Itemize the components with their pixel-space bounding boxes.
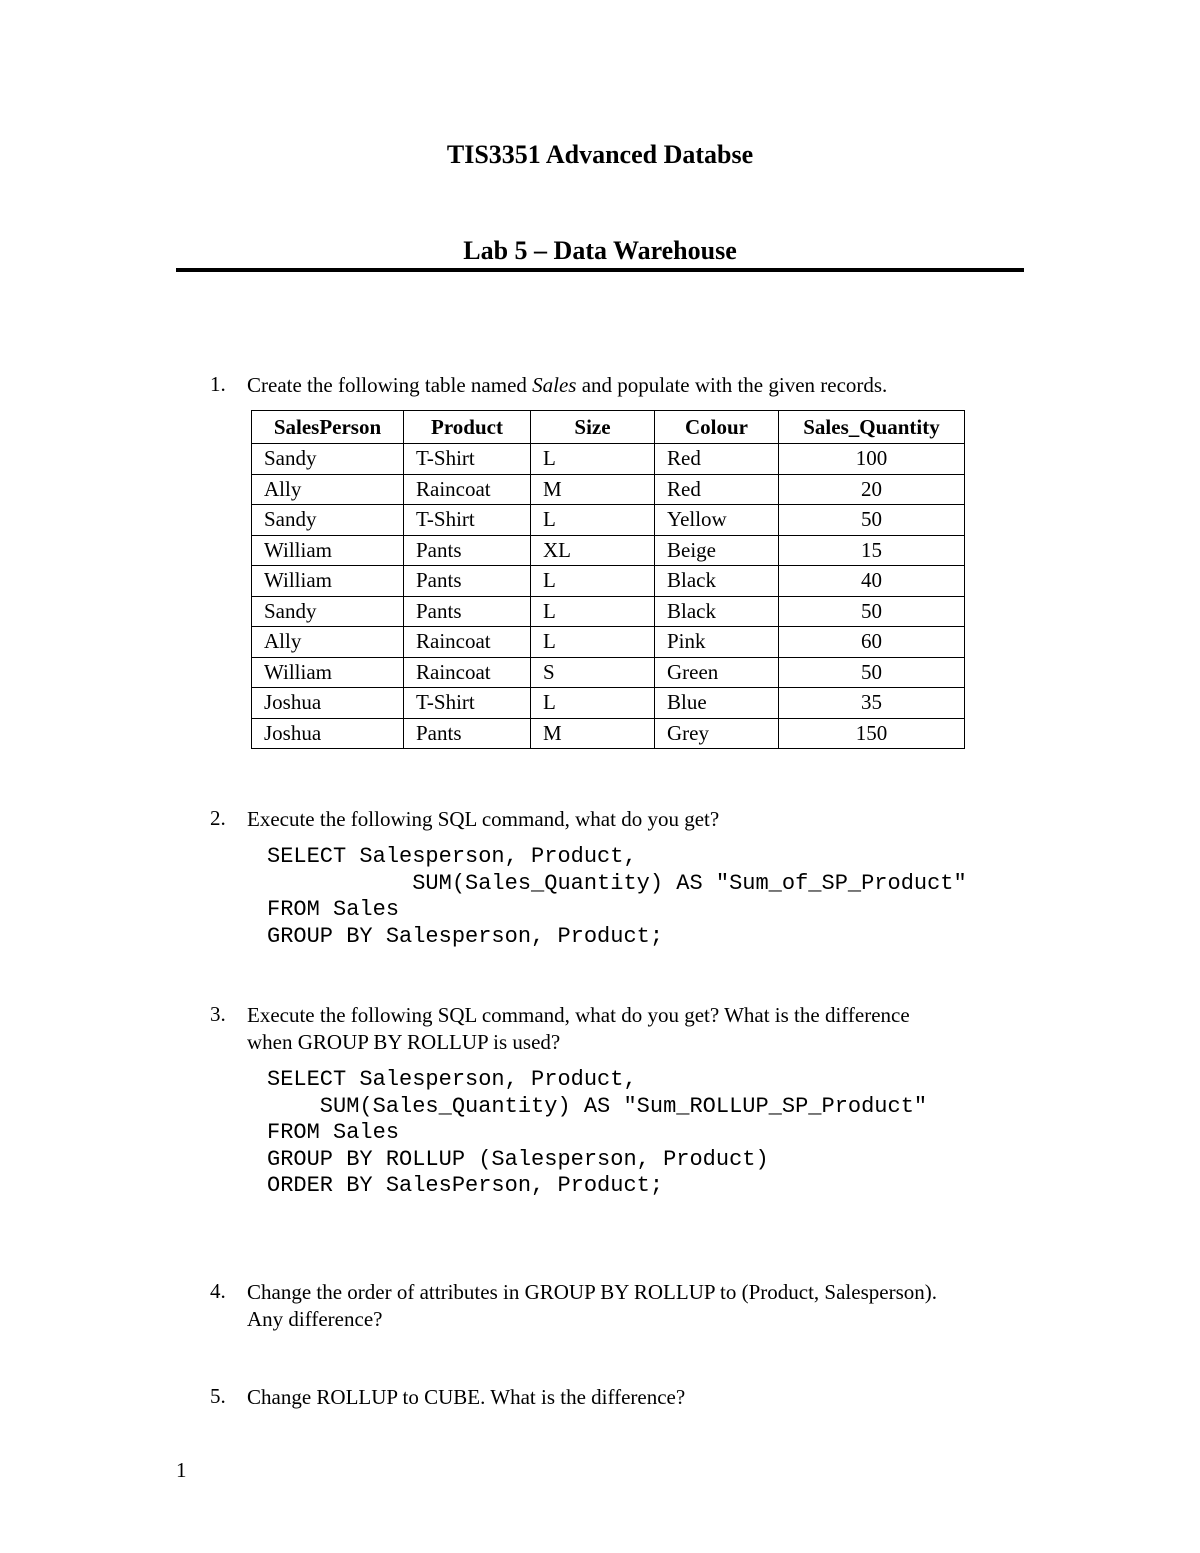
table-row bbox=[252, 688, 965, 719]
cell-colour: Red bbox=[655, 474, 779, 505]
cell-salesperson: Ally bbox=[252, 627, 404, 658]
sales-table-body bbox=[252, 444, 965, 749]
code-line: FROM Sales bbox=[267, 897, 400, 922]
course-title: TIS3351 Advanced Databse bbox=[446, 140, 754, 169]
code-line: ORDER BY SalesPerson, Product; bbox=[267, 1173, 664, 1198]
cell-size: L bbox=[531, 566, 655, 597]
question-1-text-after: and populate with the given records. bbox=[576, 373, 888, 397]
question-1-text-before: Create the following table named bbox=[247, 373, 533, 397]
cell-sales-quantity: 35 bbox=[779, 688, 965, 719]
cell-salesperson: Joshua bbox=[252, 718, 404, 749]
question-4-text-line2: Any difference? bbox=[247, 1307, 383, 1331]
cell-colour: Grey bbox=[655, 718, 779, 749]
cell-salesperson: Sandy bbox=[252, 444, 404, 475]
cell-sales-quantity: 20 bbox=[779, 474, 965, 505]
table-row bbox=[252, 474, 965, 505]
cell-sales-quantity: 50 bbox=[779, 596, 965, 627]
cell-size: M bbox=[531, 474, 655, 505]
code-line: FROM Sales bbox=[267, 1120, 400, 1145]
cell-product: Pants bbox=[404, 535, 531, 566]
question-4-text bbox=[247, 1279, 1037, 1333]
question-1-text bbox=[247, 372, 1037, 399]
cell-product: T-Shirt bbox=[404, 505, 531, 536]
table-row bbox=[252, 657, 965, 688]
column-header-sales-quantity: Sales_Quantity bbox=[779, 411, 965, 444]
code-line: SUM(Sales_Quantity) AS "Sum_of_SP_Product" bbox=[267, 870, 967, 896]
question-3-number: 3. bbox=[210, 1002, 226, 1026]
cell-product: Raincoat bbox=[404, 657, 531, 688]
title-divider bbox=[176, 268, 1024, 272]
code-line: SUM(Sales_Quantity) AS "Sum_ROLLUP_SP_Product" bbox=[267, 1093, 928, 1119]
cell-size: L bbox=[531, 505, 655, 536]
table-row bbox=[252, 596, 965, 627]
cell-colour: Green bbox=[655, 657, 779, 688]
cell-colour: Pink bbox=[655, 627, 779, 658]
question-1-table-name: Sales bbox=[532, 373, 577, 397]
code-line: GROUP BY ROLLUP (Salesperson, Product) bbox=[267, 1146, 769, 1172]
cell-product: Pants bbox=[404, 566, 531, 597]
question-1-number: 1. bbox=[210, 372, 226, 396]
cell-size: L bbox=[531, 444, 655, 475]
question-3-text-line2: when GROUP BY ROLLUP is used? bbox=[247, 1030, 561, 1054]
column-header-colour: Colour bbox=[655, 411, 779, 444]
cell-colour: Blue bbox=[655, 688, 779, 719]
cell-colour: Black bbox=[655, 596, 779, 627]
column-header-size: Size bbox=[531, 411, 655, 444]
cell-sales-quantity: 40 bbox=[779, 566, 965, 597]
cell-size: XL bbox=[531, 535, 655, 566]
table-row bbox=[252, 627, 965, 658]
cell-colour: Black bbox=[655, 566, 779, 597]
table-row bbox=[252, 566, 965, 597]
table-row bbox=[252, 535, 965, 566]
page-number: 1 bbox=[176, 1458, 187, 1482]
cell-size: L bbox=[531, 627, 655, 658]
cell-salesperson: William bbox=[252, 566, 404, 597]
question-3-text bbox=[247, 1002, 1037, 1056]
cell-salesperson: Ally bbox=[252, 474, 404, 505]
cell-product: T-Shirt bbox=[404, 444, 531, 475]
cell-colour: Beige bbox=[655, 535, 779, 566]
column-header-salesperson: SalesPerson bbox=[252, 411, 404, 444]
table-header-row bbox=[252, 411, 965, 444]
cell-size: S bbox=[531, 657, 655, 688]
question-4-number: 4. bbox=[210, 1279, 226, 1303]
code-line: SELECT Salesperson, Product, bbox=[267, 844, 637, 869]
cell-size: L bbox=[531, 688, 655, 719]
cell-sales-quantity: 100 bbox=[779, 444, 965, 475]
cell-salesperson: William bbox=[252, 535, 404, 566]
cell-colour: Red bbox=[655, 444, 779, 475]
cell-product: T-Shirt bbox=[404, 688, 531, 719]
question-4-text-line1: Change the order of attributes in GROUP BY ROLLUP to (Product, Salesperson). bbox=[247, 1280, 937, 1304]
sales-table bbox=[251, 410, 965, 749]
cell-salesperson: William bbox=[252, 657, 404, 688]
question-3-text-line1: Execute the following SQL command, what do you get? What is the difference bbox=[247, 1003, 910, 1027]
cell-sales-quantity: 150 bbox=[779, 718, 965, 749]
question-2-sql-code bbox=[267, 844, 967, 950]
cell-colour: Yellow bbox=[655, 505, 779, 536]
table-row bbox=[252, 718, 965, 749]
question-2-text: Execute the following SQL command, what do you get? bbox=[247, 807, 720, 831]
question-3-sql-code bbox=[267, 1067, 927, 1200]
cell-product: Raincoat bbox=[404, 474, 531, 505]
table-row bbox=[252, 444, 965, 475]
cell-size: M bbox=[531, 718, 655, 749]
cell-sales-quantity: 50 bbox=[779, 657, 965, 688]
lab-title: Lab 5 – Data Warehouse bbox=[463, 236, 737, 265]
code-line: SELECT Salesperson, Product, bbox=[267, 1067, 637, 1092]
cell-salesperson: Sandy bbox=[252, 505, 404, 536]
cell-salesperson: Joshua bbox=[252, 688, 404, 719]
table-row bbox=[252, 505, 965, 536]
cell-salesperson: Sandy bbox=[252, 596, 404, 627]
cell-sales-quantity: 60 bbox=[779, 627, 965, 658]
cell-sales-quantity: 50 bbox=[779, 505, 965, 536]
question-2-number: 2. bbox=[210, 806, 226, 830]
column-header-product: Product bbox=[404, 411, 531, 444]
cell-product: Pants bbox=[404, 718, 531, 749]
cell-product: Raincoat bbox=[404, 627, 531, 658]
cell-product: Pants bbox=[404, 596, 531, 627]
question-5-text: Change ROLLUP to CUBE. What is the difference? bbox=[247, 1385, 686, 1409]
cell-sales-quantity: 15 bbox=[779, 535, 965, 566]
cell-size: L bbox=[531, 596, 655, 627]
code-line: GROUP BY Salesperson, Product; bbox=[267, 923, 664, 949]
question-5-number: 5. bbox=[210, 1384, 226, 1408]
